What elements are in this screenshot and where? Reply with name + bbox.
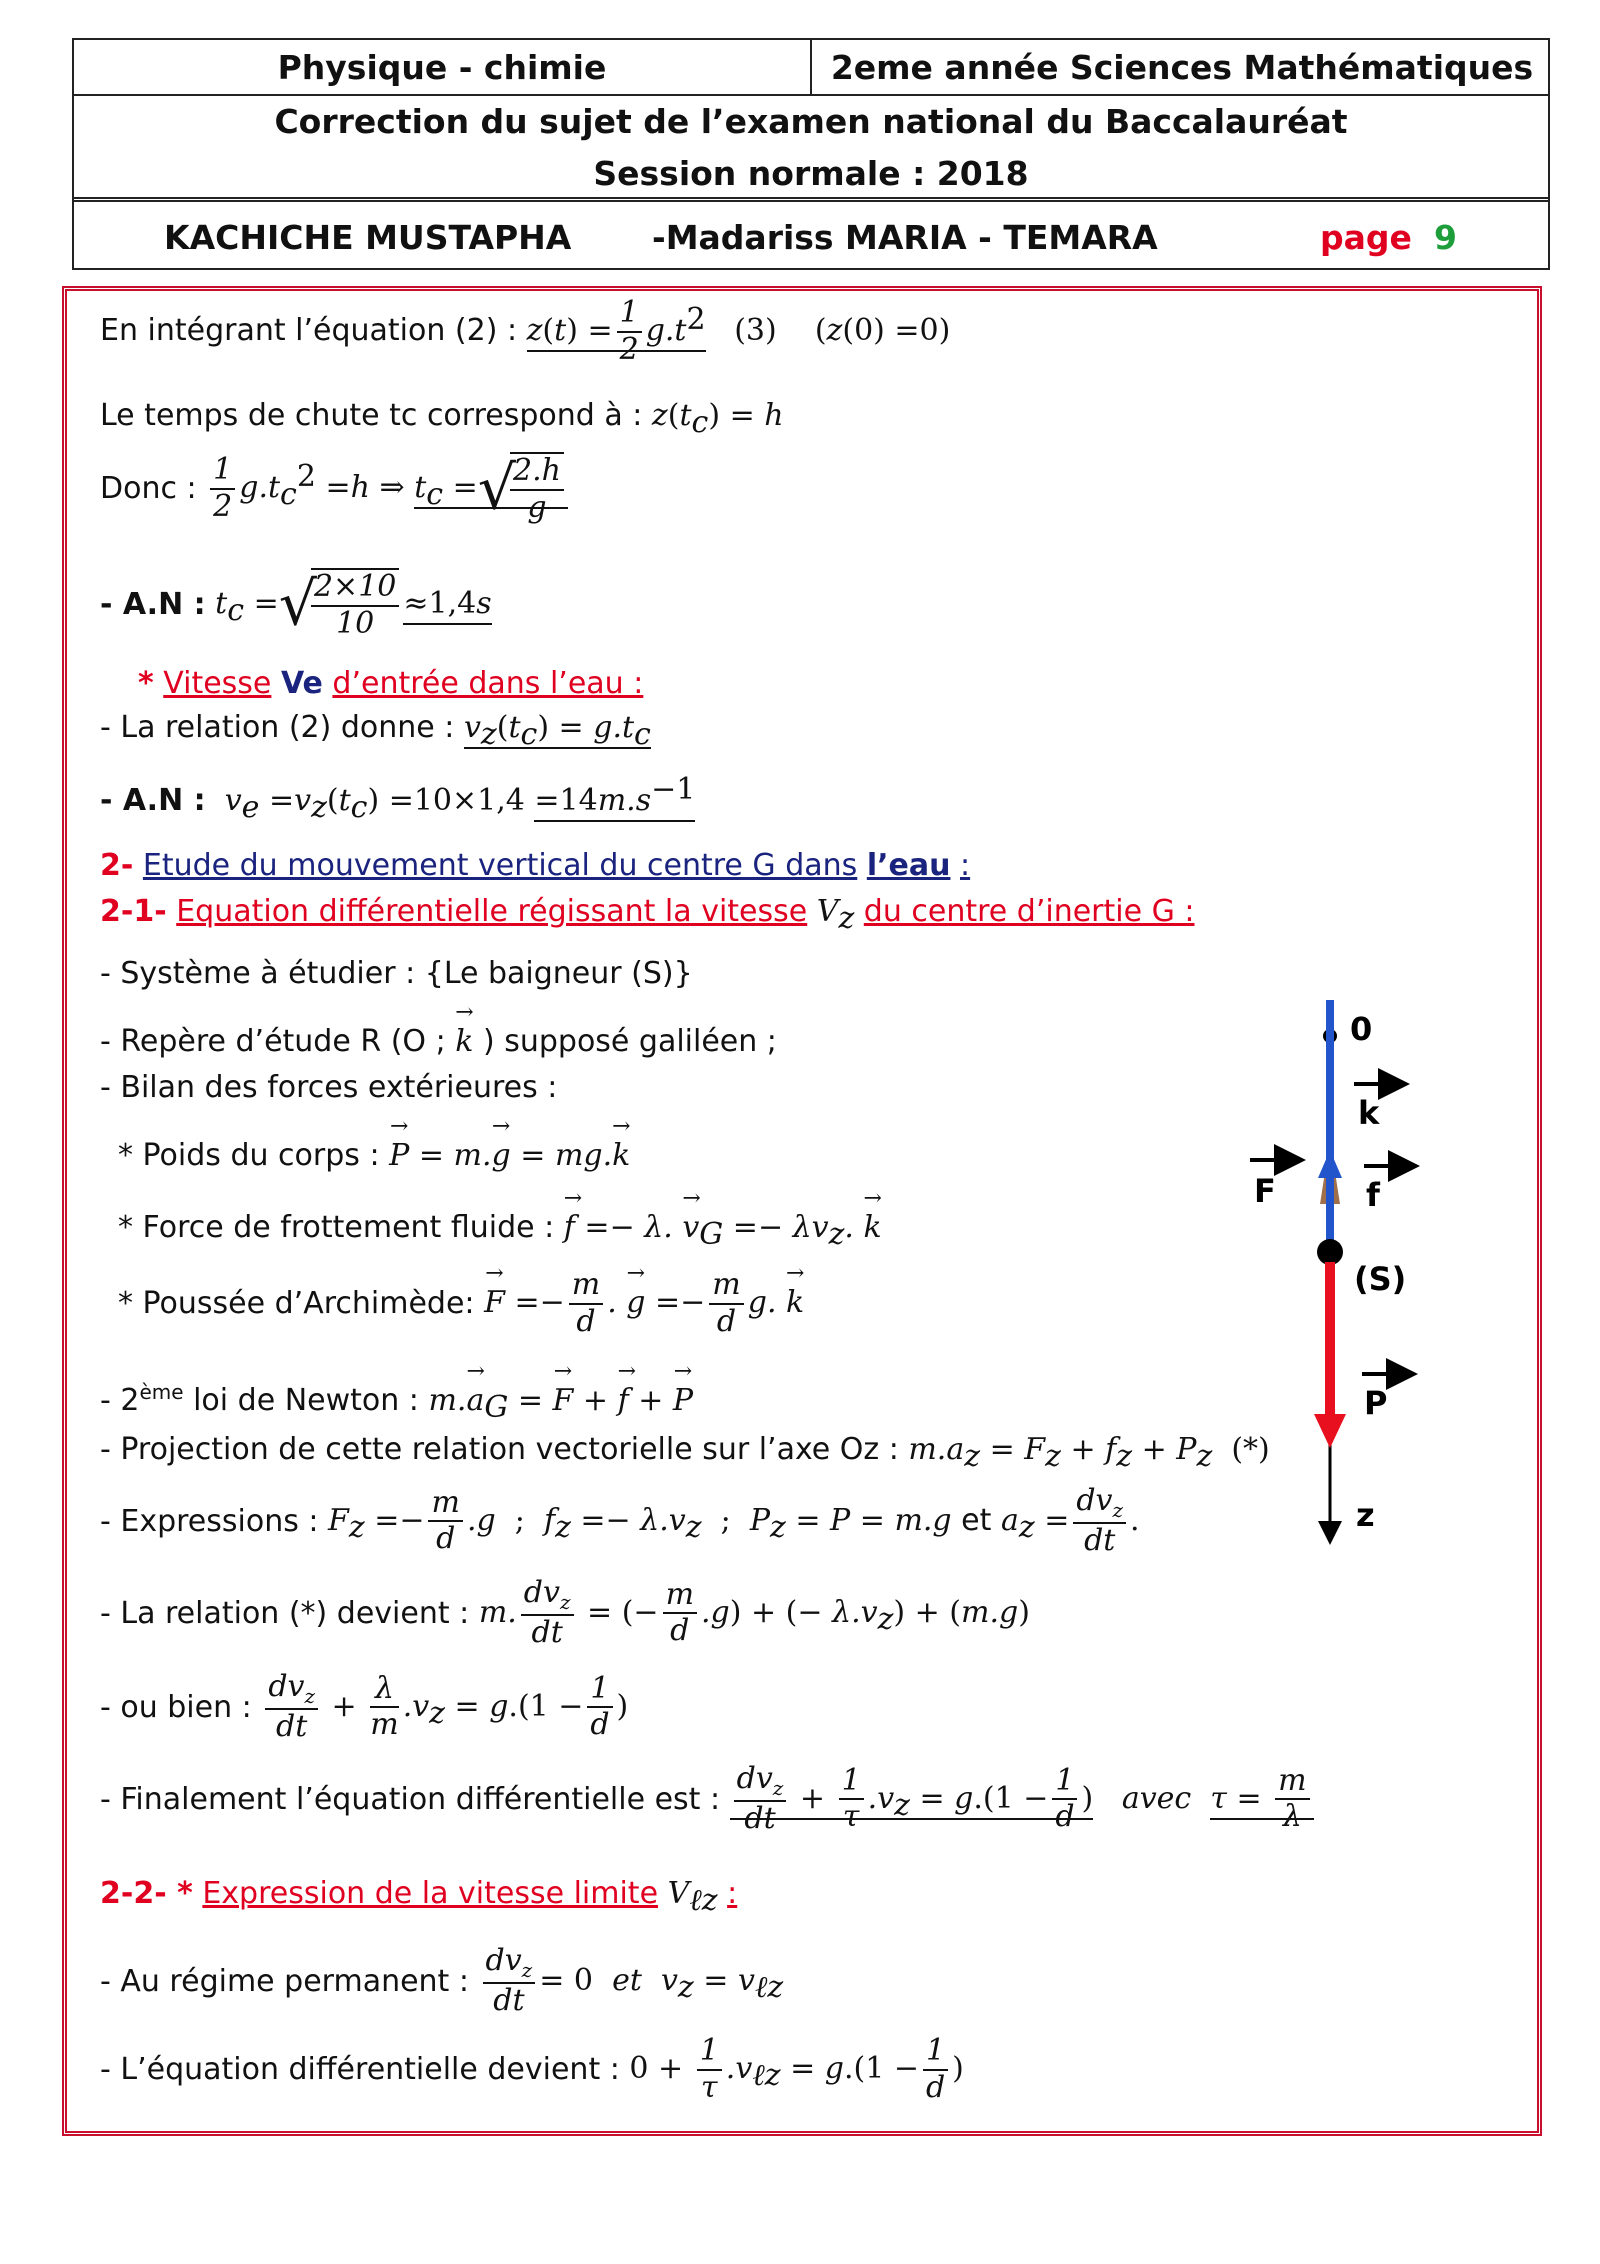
vitesse-word: Vitesse: [163, 666, 272, 701]
text: - Projection de cette relation vectorielle sur l’axe Oz :: [100, 1432, 899, 1467]
text: Donc :: [100, 471, 197, 506]
text-b: loi de Newton :: [193, 1383, 419, 1418]
f-label: f: [1366, 1176, 1380, 1214]
P-label: P: [1364, 1384, 1388, 1422]
line-newton: - 2ème loi de Newton : $m.\to a_G$ = → F + → f + → P: [100, 1380, 693, 1425]
text: - La relation (*) devient :: [100, 1595, 470, 1631]
line-poids: * Poids du corps : → P = m.→ g = mg.→ k: [118, 1138, 630, 1173]
section-2-1-title: 2-1- Equation différentielle régissant la vitesse $V_z$ du centre d’inertie G :: [100, 894, 1195, 936]
equation-z: z(t) = $\frac{1}{2}$ $g.t^2$: [526, 295, 706, 367]
line-an-1: - A.N : $t_c$ =√ $\frac{2\times 10}{10}$ ≈1,4s: [100, 569, 492, 641]
line-expressions: - Expressions : $F_z$ =− $\frac{m}{d}$ .g ; $f_z =- \lambda.v_z$ ; $P_z = P = m.g$ et $a_z$ = $\frac{dv_z}{dt}$ .: [100, 1483, 1140, 1558]
section-2-2-title: 2-2- * Expression de la vitesse limite $V_{\ell z}$ :: [100, 1876, 738, 1918]
F-label: F: [1254, 1172, 1276, 1210]
center-of-mass: [1317, 1239, 1343, 1265]
entree-words: d’entrée dans l’eau :: [332, 666, 644, 701]
section-text: Etude du mouvement vertical du centre G dans: [142, 848, 858, 883]
section-text-2: du centre d’inertie G :: [863, 894, 1195, 929]
text: - Expressions :: [100, 1503, 319, 1539]
header-table: [72, 38, 1550, 270]
line-an-2: - A.N : $v_e =v_z(t_c) =10\times 1,4 =14m.s^{-1}$: [100, 772, 696, 825]
section-colon: :: [960, 848, 971, 883]
line-system: - Système à étudier : {Le baigneur (S)}: [100, 956, 693, 991]
text: - L’équation différentielle devient :: [100, 2052, 620, 2087]
text-a: - 2: [100, 1383, 140, 1418]
section-text: Equation différentielle régissant la vitesse: [176, 894, 808, 929]
line-relation-2: - La relation (2) donne : $v_z(t_c) = g.t_c$: [100, 710, 651, 752]
line-repere: - Repère d’étude R (O ; → k ) supposé galiléen ;: [100, 1024, 777, 1059]
text-b: ) supposé galiléen ;: [482, 1024, 777, 1059]
section-number: 2-: [100, 848, 134, 883]
superscript: ème: [139, 1380, 184, 1404]
f-arrow-head: [1318, 1150, 1342, 1178]
header-row-1: [74, 40, 1548, 96]
line-finalement: - Finalement l’équation différentielle est : $\frac{dv_z}{dt}$ + $\frac{1}{\tau}$ $.v_z = g.(1$ − $\frac{1}{d}$ ) avec τ = $\frac{m}{\lambda}$: [100, 1762, 1314, 1837]
section-colon: :: [727, 1876, 738, 1911]
line-eq-devient: - L’équation différentielle devient : 0 + $\frac{1}{\tau}$ $.v_{\ell z} = g.(1$ − $\frac{1}{d}$ ): [100, 2033, 964, 2105]
header-row-3: [74, 202, 1548, 268]
origin-label: 0: [1350, 1010, 1373, 1048]
text: - Au régime permanent :: [100, 1963, 469, 1999]
line-integration: En intégrant l’équation (2) : z(t) = $\frac{1}{2}$ $g.t^2$ (3) (z(0) =0): [100, 295, 951, 367]
text: - La relation (2) donne :: [100, 710, 455, 745]
author-name: KACHICHE MUSTAPHA: [164, 218, 572, 257]
section-number: 2-1-: [100, 894, 167, 929]
line-archimede: * Poussée d’Archimède: → F =− $\frac{m}{d}$ . → g =− $\frac{m}{d}$ g. → k: [118, 1268, 804, 1339]
line-projection: - Projection de cette relation vectorielle sur l’axe Oz : $m.a_z = F_z + f_z + P_z$ (*): [100, 1432, 1270, 1474]
k-label: k: [1358, 1094, 1380, 1132]
text-a: - Repère d’étude R (O ;: [100, 1024, 446, 1059]
force-diagram: [1250, 1000, 1470, 1560]
text: * Force de frottement fluide :: [118, 1210, 555, 1245]
z-label: z: [1356, 1496, 1375, 1534]
text: - A.N :: [100, 783, 206, 818]
subject-cell: Physique - chimie: [74, 40, 812, 94]
line-frottement: * Force de frottement fluide : → f =− λ. → $v_G =- \lambda v_z$. → k: [118, 1210, 882, 1252]
text: * Poids du corps :: [118, 1138, 380, 1173]
line-vitesse-entree: [138, 666, 643, 701]
section-2-title: [100, 848, 970, 883]
S-label: (S): [1354, 1260, 1407, 1298]
school-name: -Madariss MARIA - TEMARA: [652, 218, 1158, 257]
text: * Poussée d’Archimède:: [118, 1286, 475, 1321]
session-title: Session normale : 2018: [593, 154, 1029, 193]
line-donc: Donc : $\frac{1}{2}$ $g.t_c^2 =h$ ⇒ $t_c$ =√ $\frac{2.h}{g}$: [100, 452, 568, 525]
P-arrow-head: [1314, 1414, 1346, 1448]
star: *: [138, 666, 154, 701]
text: - ou bien :: [100, 1689, 252, 1725]
page-label: page: [1320, 218, 1412, 257]
header-row-2: [74, 96, 1548, 202]
ve-word: Ve: [280, 666, 323, 701]
exam-title: Correction du sujet de l’examen national du Baccalauréat: [274, 102, 1348, 141]
et: et: [961, 1502, 992, 1538]
text: - A.N :: [100, 587, 206, 622]
line-relation-devient: - La relation (*) devient : m. $\frac{dv_z}{dt}$ = (− $\frac{m}{d}$ .g) + (− $\lambda.v_z) + (m.g)$: [100, 1575, 1030, 1650]
section-bold: l’eau: [866, 848, 951, 883]
text: - Finalement l’équation différentielle est :: [100, 1781, 721, 1817]
section-text: Expression de la vitesse limite: [202, 1876, 659, 1911]
text: En intégrant l’équation (2) :: [100, 313, 518, 348]
section-number: 2-2- *: [100, 1876, 193, 1911]
line-regime: - Au régime permanent : $\frac{dv_z}{dt}$ = 0 et $v_z = v_{\ell z}$: [100, 1943, 784, 2018]
level-cell: 2eme année Sciences Mathématiques: [830, 47, 1534, 87]
text: Le temps de chute tc correspond à :: [100, 398, 643, 433]
line-fall-time: Le temps de chute tc correspond à : $z(t_c) = h$: [100, 398, 784, 440]
line-bilan: - Bilan des forces extérieures :: [100, 1070, 558, 1105]
line-ou-bien: - ou bien : $\frac{dv_z}{dt}$ + $\frac{\lambda}{m}$ $.v_z = g.(1$ − $\frac{1}{d}$ ): [100, 1669, 629, 1744]
page-number: 9: [1434, 218, 1457, 257]
